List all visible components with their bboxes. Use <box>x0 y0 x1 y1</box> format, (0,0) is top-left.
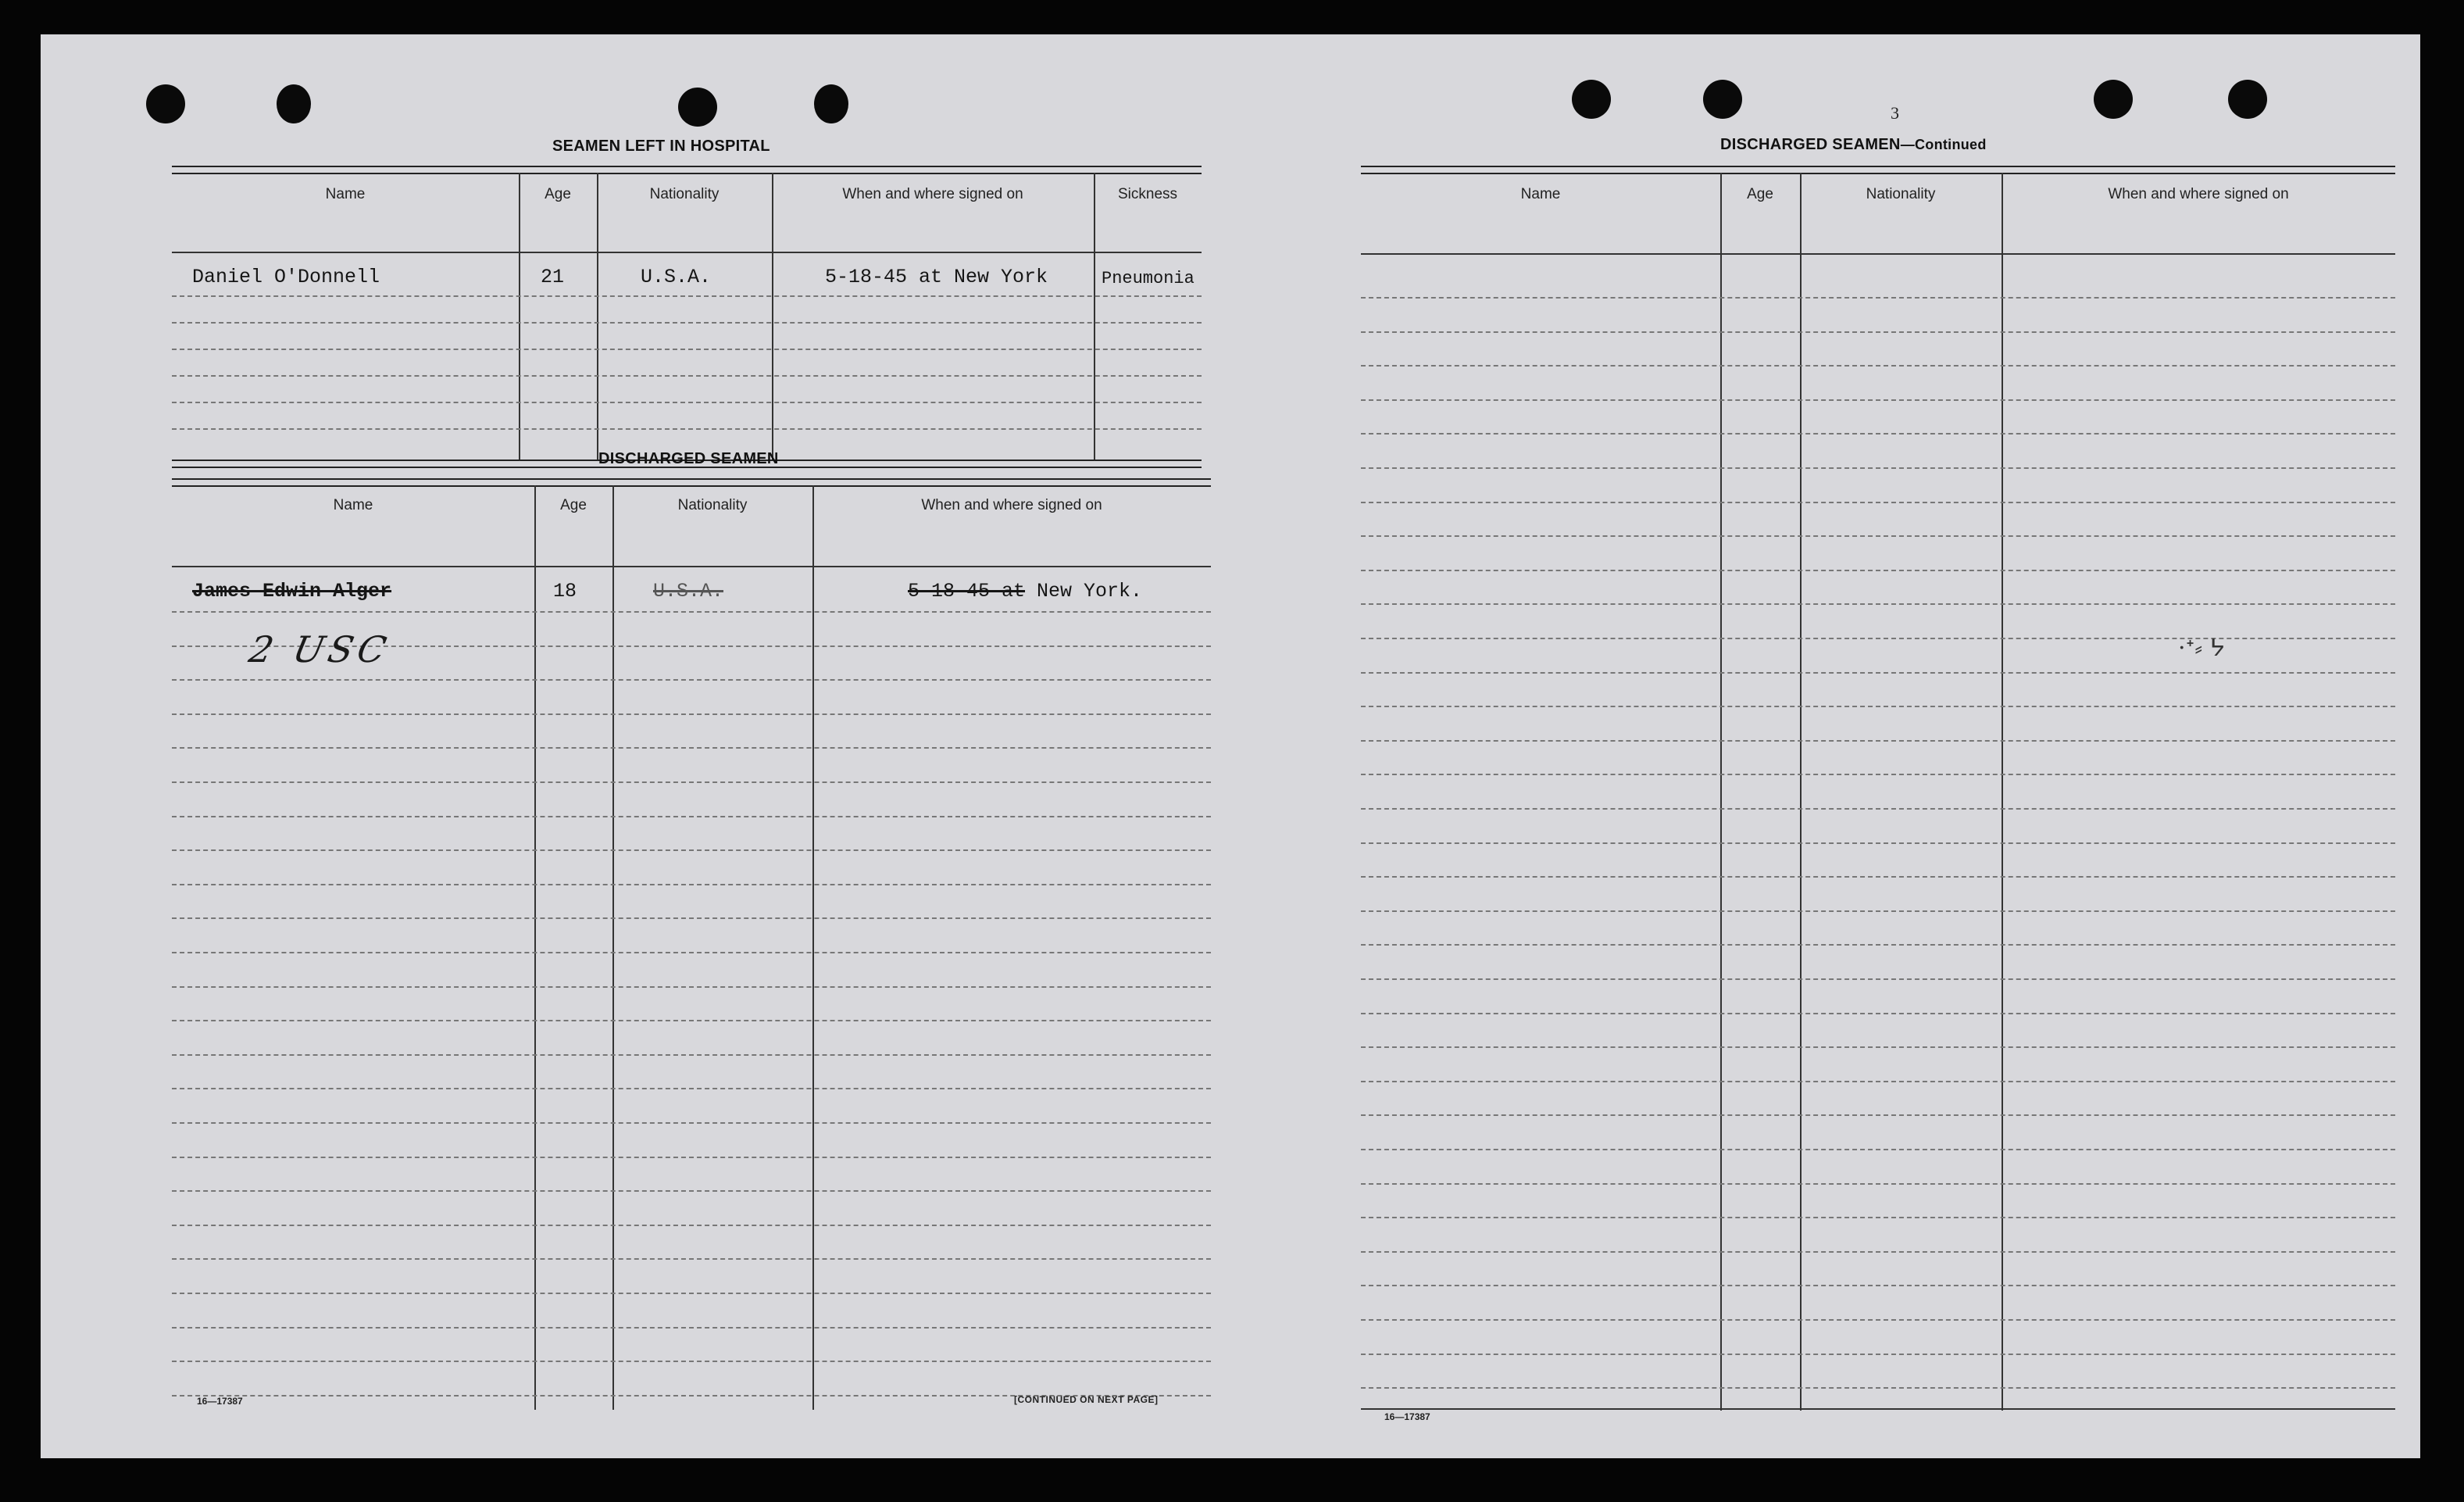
header-age: Age <box>1747 186 1773 202</box>
row-line <box>1361 842 2395 844</box>
row-line <box>1361 1183 2395 1185</box>
discharged-seaman-age: 18 <box>553 580 577 603</box>
row-line <box>1361 467 2395 469</box>
header-name: Name <box>333 497 373 513</box>
header-nationality: Nationality <box>649 186 720 202</box>
row-line <box>172 349 1202 350</box>
row-line <box>172 428 1202 430</box>
row-line <box>172 1054 1211 1056</box>
row-line <box>172 781 1211 783</box>
col-divider <box>812 485 814 1410</box>
col-divider <box>519 173 520 460</box>
row-line <box>1361 365 2395 367</box>
discharged-seaman-signed-on <box>908 580 1142 603</box>
table-top-rule <box>1361 166 2395 174</box>
header-name: Name <box>325 186 366 202</box>
hospital-seaman-signed-on: 5-18-45 at New York <box>825 266 1048 288</box>
row-line <box>1361 603 2395 605</box>
col-divider <box>1094 173 1095 460</box>
discharged-seaman-nationality: U.S.A. <box>653 580 724 603</box>
header-rule <box>172 566 1211 567</box>
signed-on-struck: 5-18-45 at <box>908 580 1026 603</box>
row-line <box>1361 1217 2395 1218</box>
row-line <box>1361 535 2395 537</box>
row-line <box>172 1327 1211 1329</box>
signed-on-place: New York. <box>1025 580 1143 603</box>
row-line <box>1361 978 2395 980</box>
punch-hole <box>2228 80 2267 119</box>
discharged-section-title: DISCHARGED SEAMEN <box>598 450 779 467</box>
form-number: 16—17387 <box>197 1396 243 1407</box>
row-line <box>172 917 1211 919</box>
hospital-seaman-name: Daniel O'Donnell <box>192 266 380 288</box>
punch-hole <box>814 84 848 123</box>
row-line <box>1361 706 2395 707</box>
row-line <box>1361 808 2395 810</box>
hospital-section-title: SEAMEN LEFT IN HOSPITAL <box>552 138 770 155</box>
row-line <box>172 1088 1211 1089</box>
title-suffix: —Continued <box>1900 137 1987 152</box>
col-divider <box>597 173 598 460</box>
row-line <box>1361 638 2395 639</box>
header-nationality: Nationality <box>677 497 748 513</box>
row-line <box>1361 944 2395 946</box>
hospital-seaman-sickness: Pneumonia <box>1102 269 1195 288</box>
header-signed-on: When and where signed on <box>921 497 1102 513</box>
discharged-table <box>172 478 1211 1412</box>
header-name: Name <box>1520 186 1561 202</box>
header-signed-on: When and where signed on <box>842 186 1023 202</box>
row-line <box>1361 1149 2395 1150</box>
row-line <box>1361 1251 2395 1253</box>
row-line <box>172 849 1211 851</box>
col-divider <box>612 485 614 1410</box>
row-line <box>172 1157 1211 1158</box>
row-line <box>1361 1081 2395 1082</box>
left-page <box>41 34 1220 1458</box>
row-line <box>172 713 1211 715</box>
table-top-rule <box>172 478 1211 487</box>
row-line <box>1361 1387 2395 1389</box>
row-line <box>1361 774 2395 775</box>
header-rule <box>172 252 1202 253</box>
title-main: DISCHARGED SEAMEN <box>1720 136 1901 153</box>
table-top-rule <box>172 166 1202 174</box>
row-line <box>172 322 1202 324</box>
right-page <box>1220 34 2420 1458</box>
row-line <box>172 1293 1211 1294</box>
row-line <box>1361 502 2395 503</box>
row-line <box>172 611 1211 613</box>
handwritten-note: 2 USC <box>245 628 395 671</box>
col-divider <box>2002 173 2003 1411</box>
row-line <box>172 1122 1211 1124</box>
punch-hole <box>2094 80 2133 119</box>
row-line <box>172 986 1211 988</box>
row-line <box>1361 1114 2395 1116</box>
row-line <box>1361 1285 2395 1286</box>
row-line <box>1361 1013 2395 1014</box>
continued-note: [CONTINUED ON NEXT PAGE] <box>1014 1394 1159 1405</box>
punch-hole <box>146 84 185 123</box>
row-line <box>1361 740 2395 742</box>
row-line <box>172 1361 1211 1362</box>
row-line <box>172 1020 1211 1021</box>
hospital-table <box>172 166 1202 467</box>
header-age: Age <box>560 497 587 513</box>
row-line <box>172 295 1202 297</box>
row-line <box>1361 433 2395 435</box>
row-line <box>172 1190 1211 1192</box>
row-line <box>172 1258 1211 1260</box>
punch-hole <box>1703 80 1742 119</box>
hospital-seaman-age: 21 <box>541 266 565 288</box>
header-sickness: Sickness <box>1117 186 1178 202</box>
header-signed-on: When and where signed on <box>2108 186 2289 202</box>
row-line <box>1361 331 2395 333</box>
hospital-seaman-nationality: U.S.A. <box>641 266 712 288</box>
col-divider <box>1720 173 1722 1411</box>
row-line <box>1361 1354 2395 1355</box>
col-divider <box>1800 173 1802 1411</box>
row-line <box>172 747 1211 749</box>
col-divider <box>534 485 536 1410</box>
row-line <box>172 375 1202 377</box>
punch-hole <box>678 88 717 127</box>
row-line <box>172 816 1211 817</box>
row-line <box>1361 672 2395 674</box>
row-line <box>1361 1319 2395 1321</box>
row-line <box>1361 910 2395 912</box>
table-bottom-rule <box>1361 1408 2395 1410</box>
row-line <box>1361 876 2395 878</box>
row-line <box>172 1225 1211 1226</box>
pencil-mark: ·ᐩ⸗ ᔭ <box>2178 635 2225 662</box>
punch-hole <box>1572 80 1611 119</box>
form-number: 16—17387 <box>1384 1411 1430 1422</box>
row-line <box>172 402 1202 403</box>
row-line <box>1361 399 2395 401</box>
discharged-seaman-name: James Edwin Alger <box>192 580 392 603</box>
row-line <box>1361 570 2395 571</box>
row-line <box>1361 297 2395 299</box>
header-age: Age <box>545 186 571 202</box>
row-line <box>172 884 1211 885</box>
continued-section-title <box>1720 136 1987 154</box>
header-nationality: Nationality <box>1866 186 1936 202</box>
page-number: 3 <box>1891 103 1899 123</box>
row-line <box>172 952 1211 953</box>
row-line <box>1361 1046 2395 1048</box>
discharged-continued-table <box>1361 166 2395 1410</box>
header-rule <box>1361 253 2395 255</box>
punch-hole <box>277 84 311 123</box>
col-divider <box>772 173 773 460</box>
row-line <box>172 679 1211 681</box>
